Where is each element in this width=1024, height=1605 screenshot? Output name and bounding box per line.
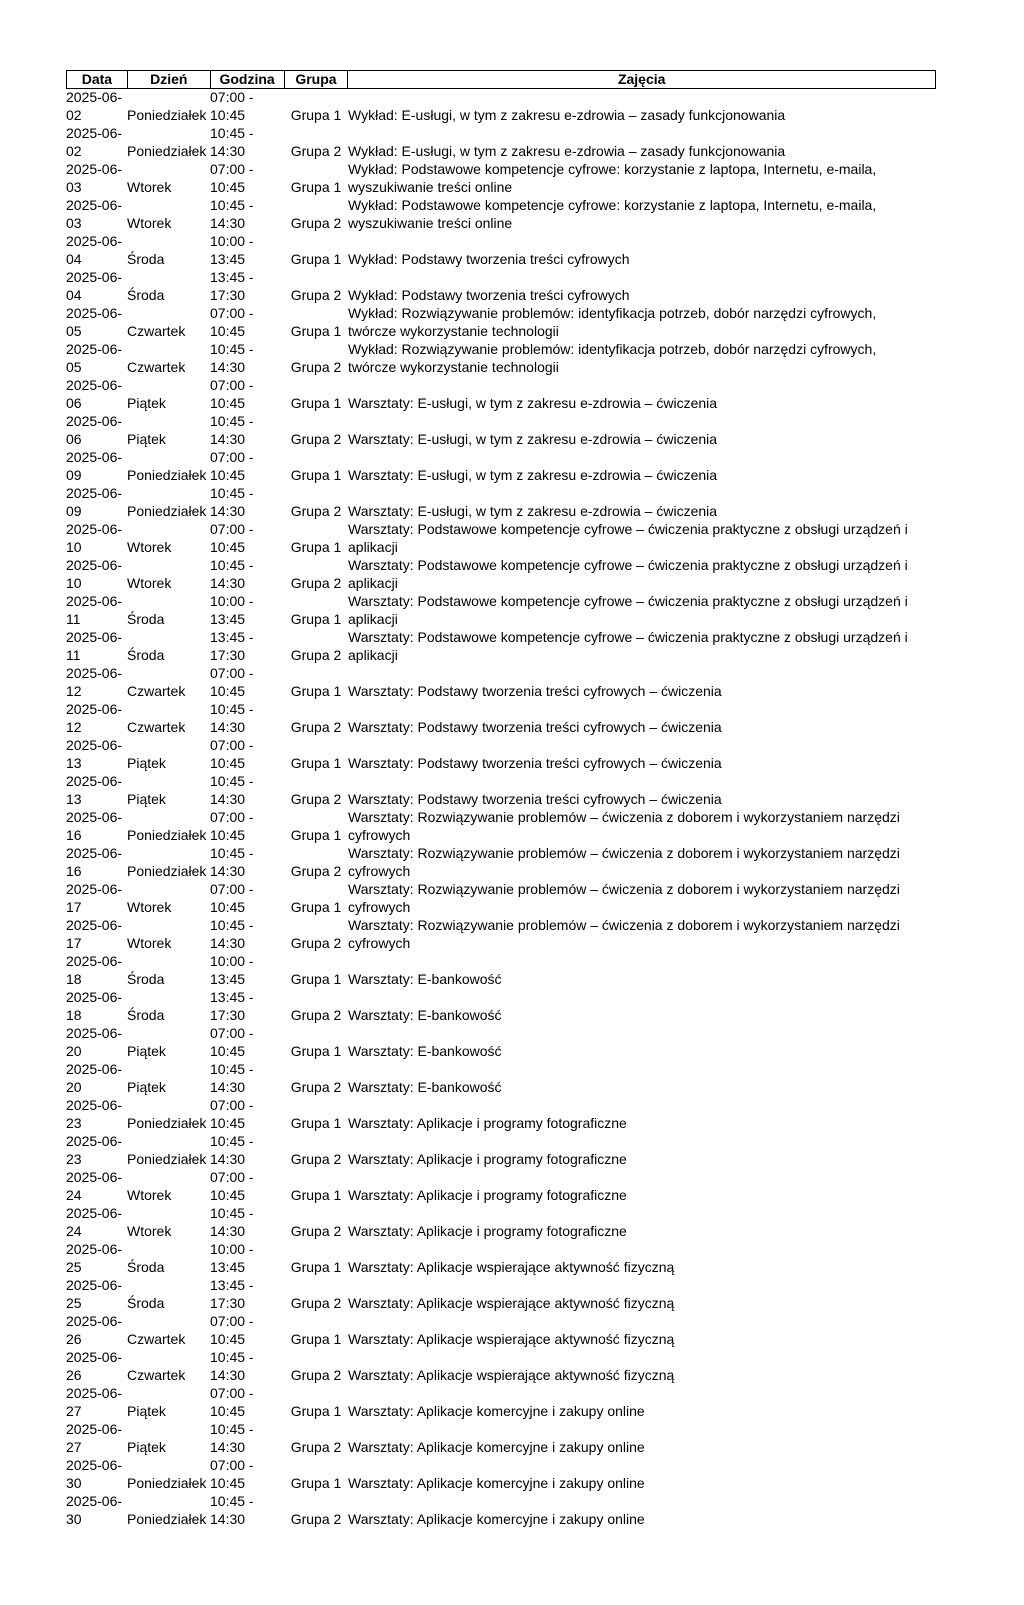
cell-day: Poniedziałek [127, 1510, 207, 1527]
table-row [66, 1205, 936, 1241]
cell-group: Grupa 2 [290, 430, 342, 447]
cell-date: 2025-06- 04 [66, 269, 123, 303]
cell-time: 07:00 - 10:45 [210, 521, 254, 555]
cell-day: Wtorek [127, 898, 172, 915]
cell-class: Warsztaty: Aplikacje wspierające aktywność fizyczną [348, 1330, 675, 1347]
cell-group: Grupa 1 [290, 1330, 342, 1347]
cell-time: 07:00 - 10:45 [210, 1097, 254, 1131]
cell-date: 2025-06- 05 [66, 341, 123, 375]
cell-group: Grupa 2 [290, 286, 342, 303]
table-row [66, 665, 936, 701]
cell-time: 10:45 - 14:30 [210, 341, 254, 375]
cell-day: Poniedziałek [127, 502, 207, 519]
table-row [66, 1457, 936, 1493]
table-row [66, 809, 936, 845]
cell-class: Wykład: Rozwiązywanie problemów: identyfikacja potrzeb, dobór narzędzi cyfrowych, twórcze wykorzystanie technologii [348, 341, 877, 375]
cell-time: 10:45 - 14:30 [210, 1133, 254, 1167]
cell-day: Środa [127, 286, 165, 303]
cell-group: Grupa 1 [290, 1186, 342, 1203]
cell-date: 2025-06- 11 [66, 593, 123, 627]
cell-day: Poniedziałek [127, 862, 207, 879]
cell-class: Warsztaty: Podstawy tworzenia treści cyfrowych – ćwiczenia [348, 790, 722, 807]
cell-date: 2025-06- 23 [66, 1133, 123, 1167]
cell-day: Piątek [127, 394, 166, 411]
cell-time: 10:45 - 14:30 [210, 1493, 254, 1527]
cell-day: Czwartek [127, 322, 186, 339]
cell-class: Warsztaty: Podstawowe kompetencje cyfrowe – ćwiczenia praktyczne z obsługi urządzeń i aplikacji [348, 521, 908, 555]
cell-group: Grupa 1 [290, 1402, 342, 1419]
cell-class: Warsztaty: E-usługi, w tym z zakresu e-zdrowia – ćwiczenia [348, 394, 718, 411]
cell-date: 2025-06- 30 [66, 1493, 123, 1527]
cell-class: Warsztaty: Rozwiązywanie problemów – ćwiczenia z doborem i wykorzystaniem narzędzi cyfrowych [348, 809, 900, 843]
cell-time: 07:00 - 10:45 [210, 1385, 254, 1419]
cell-date: 2025-06- 09 [66, 449, 123, 483]
cell-date: 2025-06- 12 [66, 701, 123, 735]
cell-class: Warsztaty: Podstawowe kompetencje cyfrowe – ćwiczenia praktyczne z obsługi urządzeń i aplikacji [348, 593, 908, 627]
cell-class: Wykład: Podstawowe kompetencje cyfrowe: korzystanie z laptopa, Internetu, e-maila, wyszukiwanie treści online [348, 161, 877, 195]
table-row [66, 989, 936, 1025]
cell-class: Warsztaty: E-usługi, w tym z zakresu e-zdrowia – ćwiczenia [348, 502, 718, 519]
cell-time: 07:00 - 10:45 [210, 737, 254, 771]
table-row [66, 449, 936, 485]
cell-group: Grupa 1 [290, 610, 342, 627]
cell-date: 2025-06- 02 [66, 89, 123, 123]
cell-date: 2025-06- 25 [66, 1277, 123, 1311]
cell-class: Warsztaty: E-bankowość [348, 1078, 502, 1095]
table-row [66, 917, 936, 953]
cell-date: 2025-06- 03 [66, 161, 123, 195]
header-time: Godzina [211, 71, 285, 88]
cell-date: 2025-06- 20 [66, 1025, 123, 1059]
table-row [66, 377, 936, 413]
table-row [66, 1025, 936, 1061]
cell-class: Wykład: Rozwiązywanie problemów: identyfikacja potrzeb, dobór narzędzi cyfrowych, twórcze wykorzystanie technologii [348, 305, 877, 339]
cell-class: Warsztaty: Aplikacje wspierające aktywność fizyczną [348, 1258, 675, 1275]
cell-date: 2025-06- 26 [66, 1349, 123, 1383]
cell-group: Grupa 1 [290, 178, 342, 195]
cell-date: 2025-06- 27 [66, 1385, 123, 1419]
cell-time: 10:45 - 14:30 [210, 845, 254, 879]
cell-date: 2025-06- 13 [66, 737, 123, 771]
cell-day: Wtorek [127, 574, 172, 591]
cell-date: 2025-06- 30 [66, 1457, 123, 1491]
cell-time: 07:00 - 10:45 [210, 1457, 254, 1491]
cell-day: Wtorek [127, 934, 172, 951]
cell-class: Warsztaty: Aplikacje wspierające aktywność fizyczną [348, 1294, 675, 1311]
cell-day: Poniedziałek [127, 1474, 207, 1491]
cell-group: Grupa 2 [290, 1150, 342, 1167]
cell-group: Grupa 1 [290, 970, 342, 987]
table-row [66, 1169, 936, 1205]
cell-group: Grupa 2 [290, 574, 342, 591]
header-group: Grupa [285, 71, 349, 88]
table-row [66, 1133, 936, 1169]
cell-group: Grupa 2 [290, 1510, 342, 1527]
cell-class: Wykład: Podstawy tworzenia treści cyfrowych [348, 286, 630, 303]
cell-date: 2025-06- 06 [66, 413, 123, 447]
cell-group: Grupa 2 [290, 1078, 342, 1095]
table-row [66, 1097, 936, 1133]
cell-day: Wtorek [127, 214, 172, 231]
cell-time: 13:45 - 17:30 [210, 269, 254, 303]
cell-date: 2025-06- 02 [66, 125, 123, 159]
cell-day: Środa [127, 1006, 165, 1023]
table-row [66, 773, 936, 809]
cell-day: Poniedziałek [127, 1150, 207, 1167]
schedule-table [66, 70, 936, 1529]
cell-date: 2025-06- 03 [66, 197, 123, 231]
table-row [66, 269, 936, 305]
cell-day: Środa [127, 250, 165, 267]
cell-day: Środa [127, 646, 165, 663]
cell-time: 10:00 - 13:45 [210, 953, 254, 987]
cell-class: Warsztaty: Podstawowe kompetencje cyfrowe – ćwiczenia praktyczne z obsługi urządzeń i aplikacji [348, 557, 908, 591]
cell-time: 10:00 - 13:45 [210, 1241, 254, 1275]
cell-group: Grupa 1 [290, 394, 342, 411]
table-row [66, 89, 936, 125]
cell-group: Grupa 2 [290, 646, 342, 663]
cell-day: Piątek [127, 754, 166, 771]
cell-group: Grupa 2 [290, 358, 342, 375]
cell-time: 07:00 - 10:45 [210, 1313, 254, 1347]
cell-date: 2025-06- 06 [66, 377, 123, 411]
cell-class: Warsztaty: E-usługi, w tym z zakresu e-zdrowia – ćwiczenia [348, 430, 718, 447]
cell-time: 10:45 - 14:30 [210, 773, 254, 807]
cell-group: Grupa 2 [290, 1366, 342, 1383]
table-row [66, 845, 936, 881]
table-row [66, 701, 936, 737]
cell-group: Grupa 1 [290, 754, 342, 771]
table-row [66, 1277, 936, 1313]
cell-time: 10:45 - 14:30 [210, 1061, 254, 1095]
cell-day: Poniedziałek [127, 106, 207, 123]
cell-group: Grupa 1 [290, 322, 342, 339]
cell-class: Warsztaty: E-bankowość [348, 970, 502, 987]
table-body [66, 89, 936, 1529]
cell-date: 2025-06- 09 [66, 485, 123, 519]
cell-time: 13:45 - 17:30 [210, 629, 254, 663]
table-row [66, 125, 936, 161]
cell-day: Czwartek [127, 358, 186, 375]
cell-time: 07:00 - 10:45 [210, 449, 254, 483]
cell-day: Poniedziałek [127, 142, 207, 159]
cell-day: Piątek [127, 1438, 166, 1455]
cell-date: 2025-06- 23 [66, 1097, 123, 1131]
cell-date: 2025-06- 10 [66, 557, 123, 591]
cell-day: Czwartek [127, 682, 186, 699]
cell-day: Środa [127, 1258, 165, 1275]
cell-group: Grupa 2 [290, 1438, 342, 1455]
table-row [66, 1385, 936, 1421]
cell-time: 10:45 - 14:30 [210, 701, 254, 735]
cell-date: 2025-06- 05 [66, 305, 123, 339]
cell-group: Grupa 2 [290, 934, 342, 951]
table-row [66, 305, 936, 341]
cell-day: Czwartek [127, 1330, 186, 1347]
table-row [66, 413, 936, 449]
cell-class: Warsztaty: Aplikacje komercyjne i zakupy online [348, 1402, 645, 1419]
cell-class: Warsztaty: E-bankowość [348, 1042, 502, 1059]
cell-group: Grupa 1 [290, 106, 342, 123]
cell-class: Warsztaty: Aplikacje komercyjne i zakupy online [348, 1510, 645, 1527]
cell-day: Środa [127, 970, 165, 987]
cell-class: Warsztaty: Rozwiązywanie problemów – ćwiczenia z doborem i wykorzystaniem narzędzi cyfrowych [348, 917, 900, 951]
cell-group: Grupa 1 [290, 1258, 342, 1275]
cell-class: Warsztaty: Aplikacje i programy fotograficzne [348, 1186, 627, 1203]
cell-time: 07:00 - 10:45 [210, 1025, 254, 1059]
table-row [66, 233, 936, 269]
cell-group: Grupa 1 [290, 1474, 342, 1491]
cell-time: 10:45 - 14:30 [210, 1205, 254, 1239]
table-row [66, 1061, 936, 1097]
cell-group: Grupa 1 [290, 898, 342, 915]
table-row [66, 341, 936, 377]
table-row [66, 521, 936, 557]
cell-day: Środa [127, 1294, 165, 1311]
table-row [66, 557, 936, 593]
table-row [66, 629, 936, 665]
cell-group: Grupa 2 [290, 862, 342, 879]
cell-time: 10:45 - 14:30 [210, 917, 254, 951]
cell-group: Grupa 2 [290, 502, 342, 519]
cell-group: Grupa 1 [290, 682, 342, 699]
cell-day: Piątek [127, 1078, 166, 1095]
cell-class: Warsztaty: Podstawy tworzenia treści cyfrowych – ćwiczenia [348, 754, 722, 771]
cell-class: Warsztaty: Aplikacje wspierające aktywność fizyczną [348, 1366, 675, 1383]
cell-date: 2025-06- 16 [66, 845, 123, 879]
cell-class: Warsztaty: Aplikacje i programy fotograficzne [348, 1150, 627, 1167]
cell-group: Grupa 1 [290, 538, 342, 555]
cell-time: 10:45 - 14:30 [210, 125, 254, 159]
cell-time: 10:45 - 14:30 [210, 1349, 254, 1383]
cell-date: 2025-06- 24 [66, 1169, 123, 1203]
cell-time: 07:00 - 10:45 [210, 881, 254, 915]
cell-group: Grupa 1 [290, 1042, 342, 1059]
cell-day: Piątek [127, 430, 166, 447]
cell-time: 10:45 - 14:30 [210, 197, 254, 231]
cell-date: 2025-06- 27 [66, 1421, 123, 1455]
header-day: Dzień [128, 71, 211, 88]
cell-date: 2025-06- 25 [66, 1241, 123, 1275]
cell-date: 2025-06- 11 [66, 629, 123, 663]
cell-class: Warsztaty: Rozwiązywanie problemów – ćwiczenia z doborem i wykorzystaniem narzędzi cyfrowych [348, 881, 900, 915]
cell-group: Grupa 2 [290, 214, 342, 231]
cell-date: 2025-06- 10 [66, 521, 123, 555]
cell-date: 2025-06- 26 [66, 1313, 123, 1347]
cell-class: Wykład: E-usługi, w tym z zakresu e-zdrowia – zasady funkcjonowania [348, 142, 786, 159]
cell-group: Grupa 2 [290, 790, 342, 807]
cell-group: Grupa 2 [290, 1006, 342, 1023]
cell-day: Poniedziałek [127, 826, 207, 843]
table-row [66, 737, 936, 773]
cell-date: 2025-06- 24 [66, 1205, 123, 1239]
table-row [66, 593, 936, 629]
table-header [66, 70, 936, 89]
cell-day: Piątek [127, 1402, 166, 1419]
cell-time: 07:00 - 10:45 [210, 89, 254, 123]
cell-time: 10:45 - 14:30 [210, 485, 254, 519]
cell-class: Warsztaty: Aplikacje komercyjne i zakupy online [348, 1438, 645, 1455]
cell-class: Warsztaty: Aplikacje i programy fotograficzne [348, 1222, 627, 1239]
cell-group: Grupa 1 [290, 1114, 342, 1131]
cell-time: 07:00 - 10:45 [210, 377, 254, 411]
table-row [66, 881, 936, 917]
table-row [66, 485, 936, 521]
cell-class: Wykład: Podstawy tworzenia treści cyfrowych [348, 250, 630, 267]
cell-date: 2025-06- 04 [66, 233, 123, 267]
cell-date: 2025-06- 16 [66, 809, 123, 843]
cell-time: 07:00 - 10:45 [210, 665, 254, 699]
cell-class: Warsztaty: Podstawy tworzenia treści cyfrowych – ćwiczenia [348, 718, 722, 735]
cell-group: Grupa 2 [290, 1222, 342, 1239]
table-row [66, 1241, 936, 1277]
cell-time: 10:45 - 14:30 [210, 557, 254, 591]
cell-class: Warsztaty: Podstawy tworzenia treści cyfrowych – ćwiczenia [348, 682, 722, 699]
cell-time: 10:45 - 14:30 [210, 1421, 254, 1455]
cell-date: 2025-06- 13 [66, 773, 123, 807]
cell-time: 07:00 - 10:45 [210, 161, 254, 195]
cell-day: Poniedziałek [127, 1114, 207, 1131]
cell-time: 10:45 - 14:30 [210, 413, 254, 447]
cell-group: Grupa 2 [290, 718, 342, 735]
cell-day: Piątek [127, 790, 166, 807]
cell-day: Piątek [127, 1042, 166, 1059]
cell-date: 2025-06- 17 [66, 881, 123, 915]
cell-class: Warsztaty: Aplikacje komercyjne i zakupy online [348, 1474, 645, 1491]
cell-day: Czwartek [127, 1366, 186, 1383]
cell-date: 2025-06- 12 [66, 665, 123, 699]
cell-time: 07:00 - 10:45 [210, 809, 254, 843]
cell-day: Wtorek [127, 178, 172, 195]
cell-day: Czwartek [127, 718, 186, 735]
cell-class: Warsztaty: Aplikacje i programy fotograficzne [348, 1114, 627, 1131]
cell-group: Grupa 1 [290, 250, 342, 267]
header-date: Data [67, 71, 128, 88]
cell-class: Warsztaty: E-usługi, w tym z zakresu e-zdrowia – ćwiczenia [348, 466, 718, 483]
table-row [66, 953, 936, 989]
table-row [66, 1493, 936, 1529]
cell-day: Wtorek [127, 1186, 172, 1203]
cell-day: Środa [127, 610, 165, 627]
header-class: Zajęcia [617, 71, 666, 87]
cell-day: Poniedziałek [127, 466, 207, 483]
cell-time: 07:00 - 10:45 [210, 305, 254, 339]
cell-class: Warsztaty: Rozwiązywanie problemów – ćwiczenia z doborem i wykorzystaniem narzędzi cyfrowych [348, 845, 900, 879]
table-row [66, 197, 936, 233]
cell-time: 13:45 - 17:30 [210, 1277, 254, 1311]
cell-day: Wtorek [127, 1222, 172, 1239]
cell-date: 2025-06- 17 [66, 917, 123, 951]
cell-day: Wtorek [127, 538, 172, 555]
cell-date: 2025-06- 18 [66, 953, 123, 987]
cell-time: 10:00 - 13:45 [210, 593, 254, 627]
cell-time: 10:00 - 13:45 [210, 233, 254, 267]
table-row [66, 1313, 936, 1349]
cell-group: Grupa 1 [290, 826, 342, 843]
cell-date: 2025-06- 20 [66, 1061, 123, 1095]
cell-date: 2025-06- 18 [66, 989, 123, 1023]
table-row [66, 161, 936, 197]
table-row [66, 1349, 936, 1385]
cell-group: Grupa 2 [290, 142, 342, 159]
cell-class: Warsztaty: E-bankowość [348, 1006, 502, 1023]
cell-class: Wykład: Podstawowe kompetencje cyfrowe: korzystanie z laptopa, Internetu, e-maila, wyszukiwanie treści online [348, 197, 877, 231]
cell-group: Grupa 1 [290, 466, 342, 483]
cell-class: Warsztaty: Podstawowe kompetencje cyfrowe – ćwiczenia praktyczne z obsługi urządzeń i aplikacji [348, 629, 908, 663]
cell-time: 07:00 - 10:45 [210, 1169, 254, 1203]
table-row [66, 1421, 936, 1457]
cell-time: 13:45 - 17:30 [210, 989, 254, 1023]
cell-class: Wykład: E-usługi, w tym z zakresu e-zdrowia – zasady funkcjonowania [348, 106, 786, 123]
cell-group: Grupa 2 [290, 1294, 342, 1311]
